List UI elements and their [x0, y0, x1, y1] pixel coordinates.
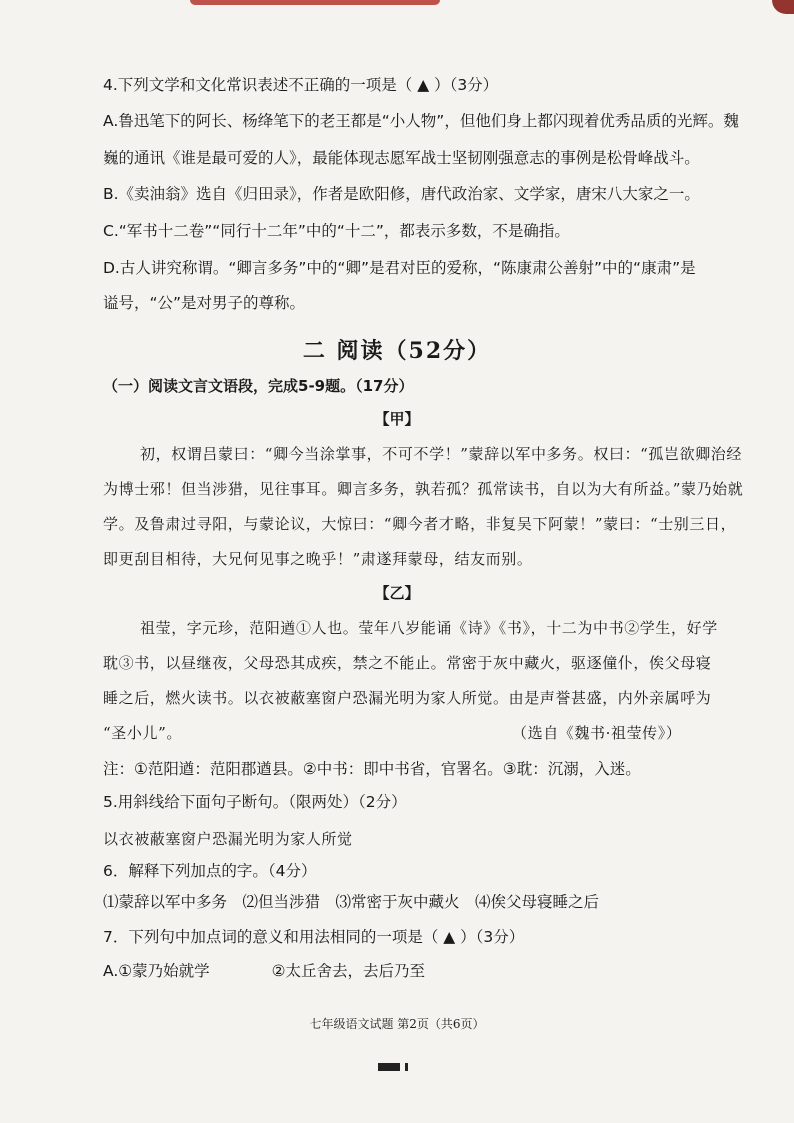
- jia-line1: 初，权谓吕蒙曰：“卿今当涂掌事，不可不学！”蒙辞以军中多务。权曰：“孤岂欲卿治经: [140, 445, 743, 463]
- q6-stem: 6．解释下列加点的字。（4分）: [103, 862, 317, 880]
- jia-line2: 为博士邪！但当涉猎，见往事耳。卿言多务，孰若孤？孤常读书，自以为大有所益。”蒙乃始就: [103, 480, 744, 498]
- q4-option-b: B.《卖油翁》选自《归田录》，作者是欧阳修，唐代政治家、文学家，唐宋八大家之一。: [103, 185, 700, 203]
- q5-stem: 5.用斜线给下面句子断句。（限两处）（2分）: [103, 793, 407, 811]
- yi-source: （选自《魏书·祖莹传》）: [512, 724, 682, 742]
- passage-jia-label: 【甲】: [374, 410, 420, 428]
- corner-mark: [772, 0, 794, 14]
- jia-line3: 学。及鲁肃过寻阳，与蒙论议，大惊曰：“卿今者才略，非复吴下阿蒙！”蒙曰：“士别三日，: [103, 515, 737, 533]
- q7-stem: 7．下列句中加点词的意义和用法相同的一项是（ ▲ ）（3分）: [103, 928, 525, 946]
- q6-items: ⑴蒙辞以军中多务 ⑵但当涉猎 ⑶常密于灰中藏火 ⑷俟父母寝睡之后: [103, 893, 600, 911]
- q4-option-c: C.“军书十二卷”“同行十二年”中的“十二”，都表示多数，不是确指。: [103, 222, 570, 240]
- passage-yi-label: 【乙】: [374, 584, 420, 602]
- yi-line1: 祖莹，字元珍，范阳遒①人也。莹年八岁能诵《诗》《书》，十二为中书②学生，好学: [140, 619, 718, 637]
- top-red-mark: [190, 0, 440, 5]
- part1-instructions: （一）阅读文言文语段，完成5-9题。（17分）: [103, 377, 414, 395]
- q5-sentence: 以衣被蔽塞窗户恐漏光明为家人所觉: [103, 830, 353, 848]
- section-title: 二 阅读（52分）: [302, 338, 492, 364]
- page-footer: 七年级语文试题 第2页（共6页）: [309, 1017, 485, 1031]
- annotations: 注：①范阳遒：范阳郡遒县。②中书：即中书省，官署名。③耽：沉溺，入迷。: [103, 760, 641, 778]
- barcode-mark-small: [405, 1063, 408, 1071]
- q4-stem: 4.下列文学和文化常识表述不正确的一项是（ ▲ ）（3分）: [103, 76, 499, 94]
- q4-option-a-line2: 巍的通讯《谁是最可爱的人》，最能体现志愿军战士坚韧刚强意志的事例是松骨峰战斗。: [103, 149, 700, 167]
- q7-option-a: A.①蒙乃始就学 ②太丘舍去，去后乃至: [103, 962, 426, 980]
- q4-option-d-line1: D.古人讲究称谓。“卿言多务”中的“卿”是君对臣的爱称，“陈康肃公善射”中的“康肃”是: [103, 259, 696, 277]
- yi-line4: “圣小儿”。: [103, 724, 182, 742]
- q4-option-d-line2: 谥号，“公”是对男子的尊称。: [103, 294, 306, 312]
- yi-line2: 耽③书，以昼继夜，父母恐其成疾，禁之不能止。常密于灰中藏火，驱逐僮仆，俟父母寝: [103, 654, 712, 672]
- jia-line4: 即更刮目相待，大兄何见事之晚乎！”肃遂拜蒙母，结友而别。: [103, 550, 533, 568]
- q4-option-a-line1: A.鲁迅笔下的阿长、杨绛笔下的老王都是“小人物”，但他们身上都闪现着优秀品质的光辉。魏: [103, 112, 739, 130]
- barcode-mark: [378, 1063, 400, 1071]
- yi-line3: 睡之后，燃火读书。以衣被蔽塞窗户恐漏光明为家人所觉。由是声誉甚盛，内外亲属呼为: [103, 689, 712, 707]
